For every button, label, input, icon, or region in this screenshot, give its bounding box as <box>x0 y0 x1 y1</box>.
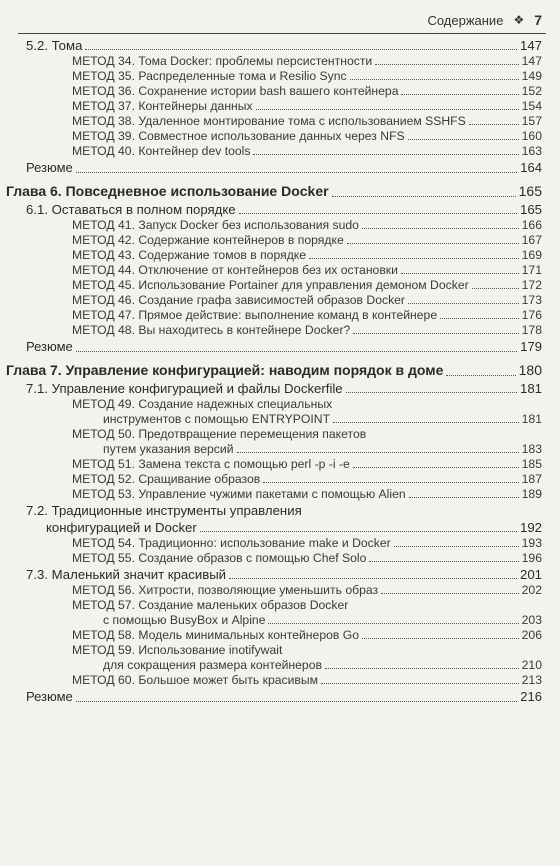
toc-entry-page: 149 <box>521 69 542 83</box>
toc-entry-title: МЕТОД 51. Замена текста с помощью perl -p -i -e <box>72 457 350 471</box>
toc-entry <box>0 37 542 54</box>
toc-entry-page: 157 <box>521 114 542 128</box>
toc-entry-page: 216 <box>520 689 542 704</box>
toc-entry <box>0 278 542 293</box>
toc-entry <box>0 263 542 278</box>
toc-entry-page: 181 <box>521 412 542 426</box>
toc-entry-page: 196 <box>521 551 542 565</box>
toc-entry <box>0 338 542 356</box>
toc-entry-title: МЕТОД 46. Создание графа зависимостей образов Docker <box>72 293 405 307</box>
dot-leader <box>401 273 519 274</box>
toc-entry <box>0 628 542 643</box>
toc-entry <box>0 114 542 129</box>
toc-entry <box>0 248 542 263</box>
dot-leader <box>332 196 516 197</box>
toc-entry-title: Резюме <box>26 689 73 704</box>
toc-entry <box>0 308 542 323</box>
dot-leader <box>401 94 518 95</box>
toc-entry <box>0 360 542 380</box>
toc-entry <box>0 583 542 598</box>
toc-entry-title: путем указания версий <box>103 442 234 456</box>
toc-entry <box>0 69 542 84</box>
dot-leader <box>346 392 517 393</box>
toc-entry-page: 169 <box>521 248 542 262</box>
toc-entry-title: 7.3. Маленький значит красивый <box>26 567 227 582</box>
toc-entry-title: МЕТОД 53. Управление чужими пакетами с помощью Alien <box>72 487 406 501</box>
toc-entry-title: МЕТОД 57. Создание маленьких образов Docker <box>72 598 349 612</box>
toc-entry <box>0 613 542 628</box>
dot-leader <box>309 258 519 259</box>
dot-leader <box>321 683 519 684</box>
toc-entry-page: 213 <box>521 673 542 687</box>
toc-entry-page: 147 <box>521 54 542 68</box>
toc-entry <box>0 472 542 487</box>
toc-entry-title: МЕТОД 40. Контейнер dev tools <box>72 144 251 158</box>
toc-entry-page: 193 <box>521 536 542 550</box>
toc-entry <box>0 688 542 706</box>
toc-entry-page: 172 <box>521 278 542 292</box>
toc-entry <box>0 658 542 673</box>
toc-entry-title: 6.1. Оставаться в полном порядке <box>26 202 236 217</box>
toc-entry-title: Резюме <box>26 160 73 175</box>
dot-leader <box>369 561 518 562</box>
header-page-number: 7 <box>534 12 542 28</box>
dot-leader <box>256 109 519 110</box>
dot-leader <box>76 701 518 702</box>
toc-entry <box>0 502 542 519</box>
toc-entry <box>0 181 542 201</box>
toc-entry-title: МЕТОД 43. Содержание томов в порядке <box>72 248 307 262</box>
toc-entry-page: 165 <box>518 183 542 199</box>
toc-entry-page: 201 <box>519 567 542 582</box>
dot-leader <box>347 243 519 244</box>
dot-leader <box>76 172 518 173</box>
dot-leader <box>446 375 515 376</box>
toc-entry-page: 164 <box>520 160 542 175</box>
toc-entry-title: инструментов с помощью ENTRYPOINT <box>103 412 331 426</box>
dot-leader <box>469 124 519 125</box>
toc-entry-title: Глава 6. Повседневное использование Docker <box>6 183 329 199</box>
dot-leader <box>76 351 518 352</box>
toc-entry-title: МЕТОД 38. Удаленное монтирование тома с использованием SSHFS <box>72 114 466 128</box>
dot-leader <box>325 668 519 669</box>
toc-entry-page: 187 <box>521 472 542 486</box>
toc-entry <box>0 293 542 308</box>
dot-leader <box>440 318 519 319</box>
dot-leader <box>237 452 519 453</box>
toc-entry <box>0 201 542 218</box>
running-header <box>427 10 542 30</box>
toc-entry <box>0 598 542 613</box>
toc-entry-title: Глава 7. Управление конфигурацией: наводим порядок в доме <box>6 362 444 378</box>
toc-entry-page: 171 <box>521 263 542 277</box>
toc-entry <box>0 84 542 99</box>
toc-entry <box>0 412 542 427</box>
toc-entry <box>0 519 542 536</box>
toc-entry <box>0 144 542 159</box>
toc-entry <box>0 129 542 144</box>
toc-entry-title: МЕТОД 41. Запуск Docker без использования sudo <box>72 218 359 232</box>
toc-entry <box>0 397 542 412</box>
toc-entry-page: 163 <box>521 144 542 158</box>
toc-entry-page: 165 <box>519 202 542 217</box>
dot-leader <box>350 79 519 80</box>
toc-entry <box>0 442 542 457</box>
toc-entry-title: МЕТОД 52. Сращивание образов <box>72 472 261 486</box>
dot-leader <box>472 288 519 289</box>
toc-entry-page: 152 <box>521 84 542 98</box>
toc-entry-title: МЕТОД 39. Совместное использование данных через NFS <box>72 129 405 143</box>
toc-entry-title: МЕТОД 59. Использование inotifywait <box>72 643 283 657</box>
toc-entry-page: 160 <box>521 129 542 143</box>
dot-leader <box>253 154 518 155</box>
dot-leader <box>229 578 517 579</box>
dot-leader <box>362 638 519 639</box>
dot-leader <box>268 623 518 624</box>
toc-entry-title: МЕТОД 35. Распределенные тома и Resilio Sync <box>72 69 347 83</box>
header-rule <box>18 33 546 34</box>
dot-leader <box>333 422 519 423</box>
toc-entry-title: 5.2. Тома <box>26 38 83 53</box>
toc-entry-page: 192 <box>519 520 542 535</box>
toc-entry-title: для сокращения размера контейнеров <box>103 658 322 672</box>
toc-entry <box>0 323 542 338</box>
toc-entry-title: МЕТОД 37. Контейнеры данных <box>72 99 253 113</box>
toc-entry-title: МЕТОД 44. Отключение от контейнеров без их остановки <box>72 263 398 277</box>
toc-entry <box>0 566 542 583</box>
toc-entry-page: 178 <box>521 323 542 337</box>
toc-entry-page: 185 <box>521 457 542 471</box>
dot-leader <box>85 49 517 50</box>
toc-entry <box>0 487 542 502</box>
toc-entry-title: МЕТОД 50. Предотвращение перемещения пакетов <box>72 427 367 441</box>
dot-leader <box>408 303 519 304</box>
toc-entry-page: 180 <box>518 362 542 378</box>
toc-entry-title: МЕТОД 42. Содержание контейнеров в порядке <box>72 233 344 247</box>
dot-leader <box>381 593 519 594</box>
toc-entry-page: 210 <box>521 658 542 672</box>
toc-entry-title: МЕТОД 45. Использование Portainer для управления демоном Docker <box>72 278 469 292</box>
dot-leader <box>375 64 518 65</box>
toc-entry-title: МЕТОД 36. Сохранение истории bash вашего контейнера <box>72 84 399 98</box>
toc-entry-page: 179 <box>520 339 542 354</box>
toc-entry-title: МЕТОД 56. Хитрости, позволяющие уменьшить образ <box>72 583 379 597</box>
toc-entry-title: 7.2. Традиционные инструменты управления <box>26 503 302 518</box>
toc-entry-title: с помощью BusyBox и Alpine <box>103 613 266 627</box>
toc-entry-title: МЕТОД 54. Традиционно: использование make и Docker <box>72 536 391 550</box>
toc-entry <box>0 673 542 688</box>
toc-entry <box>0 536 542 551</box>
toc-entry-title: МЕТОД 49. Создание надежных специальных <box>72 397 333 411</box>
dot-leader <box>409 497 519 498</box>
toc-entry <box>0 218 542 233</box>
header-title: Содержание <box>427 12 504 28</box>
toc-entry-page: 181 <box>519 381 542 396</box>
toc-entry <box>0 159 542 177</box>
dot-leader <box>200 531 517 532</box>
dot-leader <box>263 482 518 483</box>
dot-leader <box>408 139 519 140</box>
toc-entry-page: 167 <box>521 233 542 247</box>
dot-leader <box>353 467 519 468</box>
toc-entry-page: 176 <box>521 308 542 322</box>
toc-entry-page: 203 <box>521 613 542 627</box>
toc-entry <box>0 457 542 472</box>
diamond-ornament-icon: ❖ <box>513 13 525 27</box>
toc-entry <box>0 643 542 658</box>
dot-leader <box>353 333 518 334</box>
toc-entry-page: 189 <box>521 487 542 501</box>
toc-entry-title: МЕТОД 58. Модель минимальных контейнеров Go <box>72 628 359 642</box>
dot-leader <box>362 228 519 229</box>
toc-entry-title: МЕТОД 34. Тома Docker: проблемы персистентности <box>72 54 373 68</box>
toc-entry <box>0 551 542 566</box>
toc-entry-title: конфигурацией и Docker <box>46 520 197 535</box>
toc-entry-page: 202 <box>521 583 542 597</box>
toc-entry <box>0 99 542 114</box>
toc-entry-title: МЕТОД 55. Создание образов с помощью Chef Solo <box>72 551 367 565</box>
dot-leader <box>239 213 517 214</box>
toc-entry-page: 166 <box>521 218 542 232</box>
toc-entry-title: 7.1. Управление конфигурацией и файлы Dockerfile <box>26 381 343 396</box>
toc-entry-title: МЕТОД 60. Большое может быть красивым <box>72 673 319 687</box>
toc-entry <box>0 427 542 442</box>
toc-entry-page: 147 <box>519 38 542 53</box>
table-of-contents <box>0 37 560 706</box>
toc-entry <box>0 54 542 69</box>
toc-entry-page: 183 <box>521 442 542 456</box>
dot-leader <box>394 546 519 547</box>
toc-entry-title: МЕТОД 48. Вы находитесь в контейнере Docker? <box>72 323 351 337</box>
toc-entry <box>0 380 542 397</box>
toc-entry-title: МЕТОД 47. Прямое действие: выполнение команд в контейнере <box>72 308 438 322</box>
toc-entry-page: 173 <box>521 293 542 307</box>
toc-entry-title: Резюме <box>26 339 73 354</box>
toc-entry-page: 154 <box>521 99 542 113</box>
toc-entry <box>0 233 542 248</box>
toc-entry-page: 206 <box>521 628 542 642</box>
